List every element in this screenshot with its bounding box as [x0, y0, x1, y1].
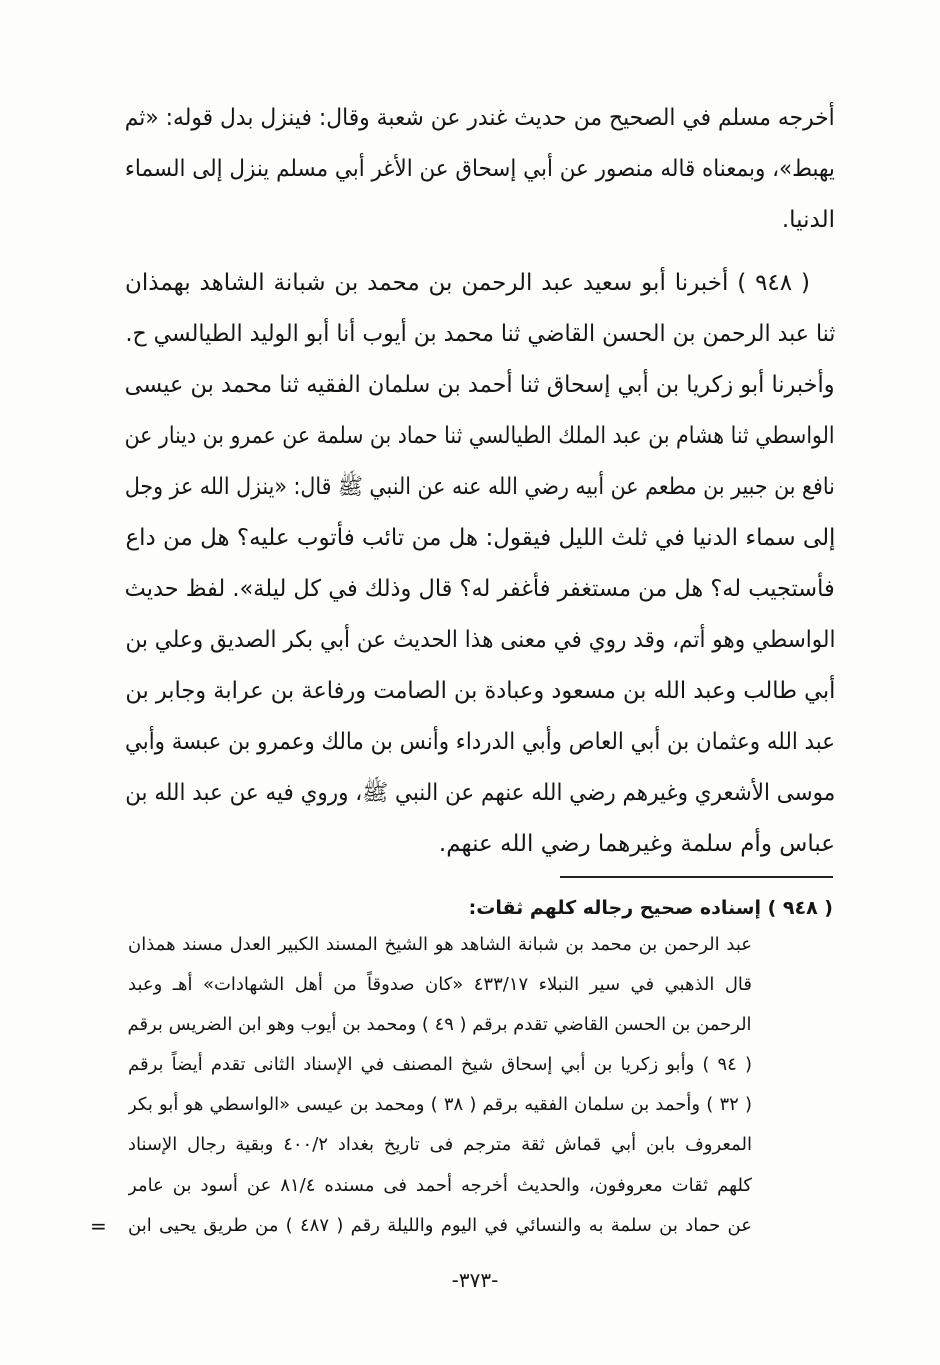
footnote-line [128, 1125, 752, 1165]
text-line-content: إلى سماء الدنيا في ثلث الليل فيقول: هل من تائب فأتوب عليه؟ هل من داع [125, 525, 835, 551]
footnote-line-content: الرحمن بن الحسن القاضي تقدم برقم ( ٤٩ ) ومحمد بن أيوب وهو ابن الضريس برقم [128, 1014, 752, 1036]
hadith-number-line [125, 258, 810, 309]
footnote-line [128, 965, 752, 1005]
footnote-separator [560, 876, 833, 878]
text-line-content: ( ٩٤٨ ) أخبرنا أبو سعيد عبد الرحمن بن محمد بن شبانة الشاهد بهمذان [125, 270, 810, 296]
text-line-content: ثنا عبد الرحمن بن الحسن القاضي ثنا محمد بن أيوب أنا أبو الوليد الطيالسي ح. [125, 321, 835, 347]
continuation-mark: = [90, 1214, 107, 1238]
text-line [125, 768, 835, 819]
text-line-content: أبي طالب وعبد الله بن مسعود وعبادة بن الصامت ورفاعة بن عرابة وجابر بن [125, 678, 835, 704]
text-line-content: الواسطي وهو أتم، وقد روي في معنى هذا الحديث عن أبي بكر الصديق وعلي بن [125, 627, 835, 653]
footnote-line-content: قال الذهبي في سير النبلاء ٤٣٣/١٧ «كان صدوقاً من أهل الشهادات» أهـ وعبد [128, 974, 752, 996]
text-line-content: عباس وأم سلمة وغيرهما رضي الله عنهم. [438, 831, 835, 857]
text-line [125, 93, 835, 144]
footnote-line [128, 1005, 752, 1045]
text-line [125, 411, 835, 462]
text-line-content: الدنيا. [781, 207, 835, 233]
text-line [125, 360, 835, 411]
footnote-line-content: كلهم ثقات معروفون، والحديث أخرجه أحمد فى مسنده ٨١/٤ عن أسود بن عامر [128, 1174, 752, 1196]
text-line-content: الواسطي ثنا هشام بن عبد الملك الطيالسي ثنا حماد بن سلمة عن عمرو بن دينار عن [125, 423, 835, 449]
text-line [125, 564, 835, 615]
main-text [125, 93, 835, 870]
text-line [125, 462, 835, 513]
footnote-line [128, 1045, 752, 1085]
paragraph-1 [125, 93, 835, 246]
footnote-line-content: عبد الرحمن بن محمد بن شبانة الشاهد هو الشيخ المسند الكبير العدل مسند همذان [128, 934, 752, 955]
footnote-body [128, 925, 752, 1246]
text-line [125, 717, 835, 768]
text-line [125, 309, 835, 360]
text-line-content: يهبط»، وبمعناه قاله منصور عن أبي إسحاق عن الأغر أبي مسلم ينزل إلى السماء [125, 156, 835, 182]
footnote-line-content: المعروف بابن أبي قماش ثقة مترجم فى تاريخ بغداد ٤٠٠/٢ وبقية رجال الإسناد [128, 1134, 752, 1156]
text-line-content: نافع بن جبير بن مطعم عن أبيه رضي الله عنه عن النبي ﷺ قال: «ينزل الله عز وجل [125, 474, 835, 500]
text-line-content: موسى الأشعري وغيرهم رضي الله عنهم عن النبي ﷺ، وروي فيه عن عبد الله بن [125, 780, 835, 806]
paragraph-2 [125, 258, 835, 870]
footnote-line [128, 1166, 752, 1206]
footnote-line [128, 1085, 752, 1125]
footnote-line-content: عن حماد بن سلمة به والنسائي في اليوم والليلة رقم ( ٤٨٧ ) من طريق يحيى ابن [128, 1214, 752, 1236]
footnote-line-content: ( ٩٤ ) وأبو زكريا بن أبي إسحاق شيخ المصنف في الإسناد الثانى تقدم أيضاً برقم [128, 1054, 752, 1076]
text-line-content: أخرجه مسلم في الصحيح من حديث غندر عن شعبة وقال: فينزل بدل قوله: «ثم [125, 105, 835, 131]
text-line [125, 144, 835, 195]
footnote-line [128, 1206, 752, 1246]
footnote-heading: ( ٩٤٨ ) إسناده صحيح رجاله كلهم ثقات: [468, 897, 833, 919]
page-number: -٣٧٣- [451, 1268, 499, 1292]
text-line-content: فأستجيب له؟ هل من مستغفر فأغفر له؟ قال وذلك في كل ليلة». لفظ حديث [125, 576, 835, 602]
footnote-line-content: ( ٣٢ ) وأحمد بن سلمان الفقيه برقم ( ٣٨ ) ومحمد بن عيسى «الواسطي هو أبو بكر [128, 1094, 752, 1116]
text-line [125, 195, 835, 246]
text-line [125, 819, 835, 870]
text-line [125, 513, 835, 564]
footnote-line [128, 925, 752, 965]
text-line [125, 666, 835, 717]
text-line-content: عبد الله وعثمان بن أبي العاص وأبي الدرداء وأنس بن مالك وعمرو بن عبسة وأبي [125, 729, 835, 755]
text-line [125, 615, 835, 666]
text-line-content: وأخبرنا أبو زكريا بن أبي إسحاق ثنا أحمد بن سلمان الفقيه ثنا محمد بن عيسى [125, 372, 835, 398]
